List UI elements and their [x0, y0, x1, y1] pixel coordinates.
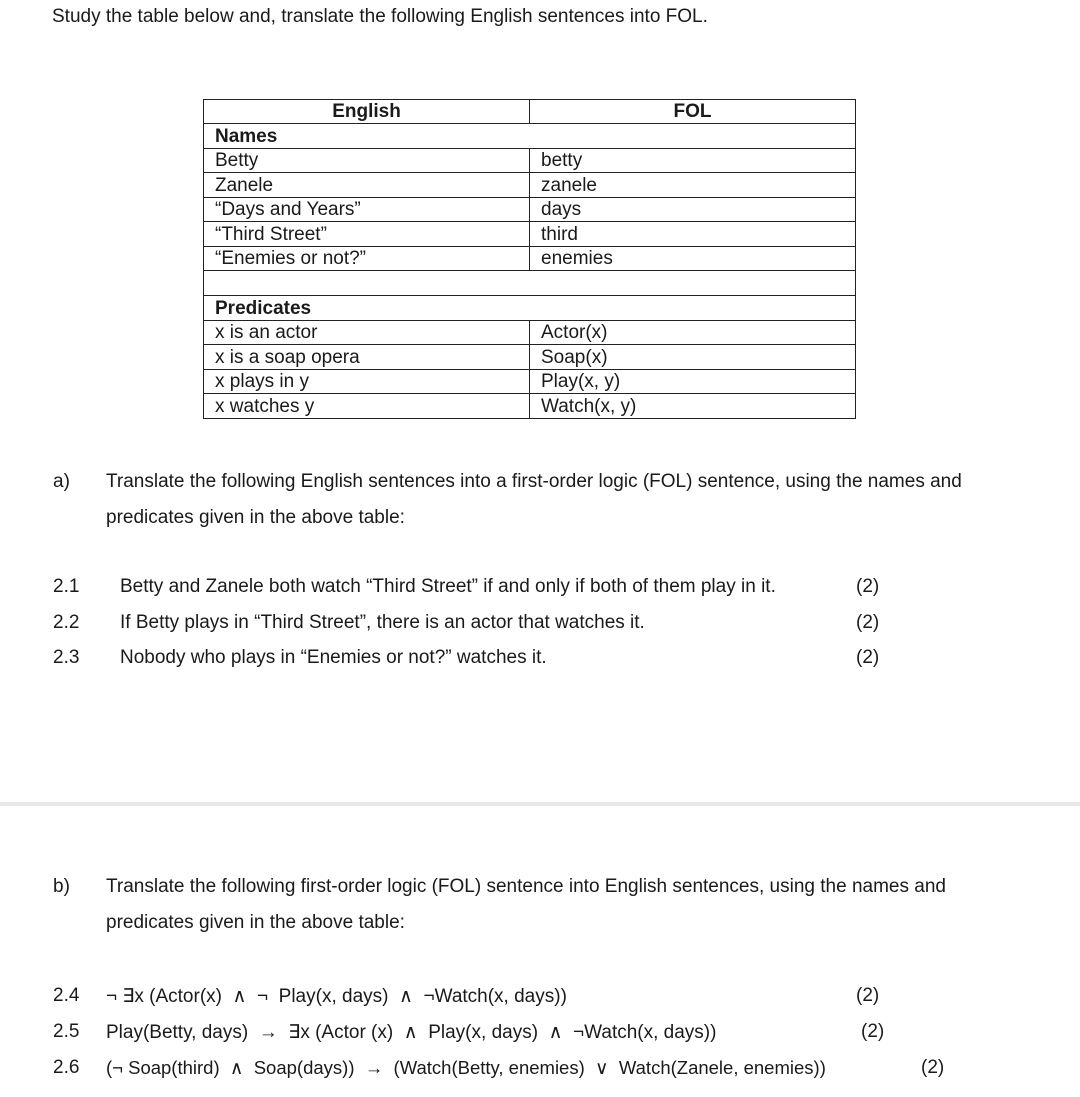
table-row [204, 197, 856, 222]
predicate-fol: Watch(x, y) [530, 394, 856, 419]
table-row [204, 394, 856, 419]
predicates-heading: Predicates [204, 296, 856, 321]
question-text: Betty and Zanele both watch “Third Street” if and only if both of them play in it. [120, 576, 776, 597]
table-row [204, 345, 856, 370]
table-row [204, 369, 856, 394]
name-english: “Third Street” [204, 222, 530, 247]
header-english: English [204, 100, 530, 124]
spacer-cell [204, 271, 856, 296]
question-number: 2.5 [53, 1021, 80, 1042]
fol-table [203, 99, 856, 419]
question-number: 2.3 [53, 647, 80, 668]
question-text: Nobody who plays in “Enemies or not?” watches it. [120, 647, 547, 668]
question-text: If Betty plays in “Third Street”, there is an actor that watches it. [120, 612, 645, 633]
table-row [204, 246, 856, 271]
name-fol: betty [530, 148, 856, 173]
name-english: Betty [204, 148, 530, 173]
predicates-heading-row [204, 296, 856, 321]
part-a-instruction: Translate the following English sentences into a first-order logic (FOL) sentence, using the names and predicates given in the above table: [106, 471, 962, 528]
question-marks: (2) [921, 1057, 945, 1078]
intro-text: Study the table below and, translate the following English sentences into FOL. [52, 6, 708, 27]
table-row [204, 320, 856, 345]
question-number: 2.6 [53, 1057, 80, 1078]
part-a-label: a) [53, 471, 70, 492]
table-header-row [204, 100, 856, 124]
question-number: 2.2 [53, 612, 80, 633]
table-row [204, 222, 856, 247]
question-marks: (2) [861, 1021, 885, 1042]
question-marks: (2) [856, 576, 880, 597]
table-row [204, 173, 856, 198]
table-row [204, 148, 856, 173]
part-b-label: b) [53, 876, 70, 897]
names-heading-row [204, 124, 856, 149]
name-fol: enemies [530, 246, 856, 271]
question-marks: (2) [856, 985, 880, 1006]
section-divider [0, 802, 1080, 806]
predicate-english: x is an actor [204, 320, 530, 345]
predicate-english: x is a soap opera [204, 345, 530, 370]
name-fol: days [530, 197, 856, 222]
question-number: 2.1 [53, 576, 80, 597]
question-text: (¬ Soap(third) ∧ Soap(days)) → (Watch(Betty, enemies) ∨ Watch(Zanele, enemies)) [106, 1057, 826, 1078]
question-text: ¬ ∃x (Actor(x) ∧ ¬ Play(x, days) ∧ ¬Watch(x, days)) [106, 986, 567, 1007]
question-text: Play(Betty, days) → ∃x (Actor (x) ∧ Play(x, days) ∧ ¬Watch(x, days)) [106, 1022, 717, 1043]
name-english: “Days and Years” [204, 197, 530, 222]
question-number: 2.4 [53, 985, 80, 1006]
question-marks: (2) [856, 647, 880, 668]
name-english: “Enemies or not?” [204, 246, 530, 271]
predicate-fol: Soap(x) [530, 345, 856, 370]
question-marks: (2) [856, 612, 880, 633]
name-fol: zanele [530, 173, 856, 198]
predicate-english: x watches y [204, 394, 530, 419]
name-fol: third [530, 222, 856, 247]
part-b-instruction: Translate the following first-order logic (FOL) sentence into English sentences, using the names and predicates given in the above table: [106, 876, 946, 933]
header-fol: FOL [530, 100, 856, 124]
name-english: Zanele [204, 173, 530, 198]
spacer-row [204, 271, 856, 296]
predicate-english: x plays in y [204, 369, 530, 394]
predicate-fol: Play(x, y) [530, 369, 856, 394]
names-heading: Names [204, 124, 856, 149]
predicate-fol: Actor(x) [530, 320, 856, 345]
